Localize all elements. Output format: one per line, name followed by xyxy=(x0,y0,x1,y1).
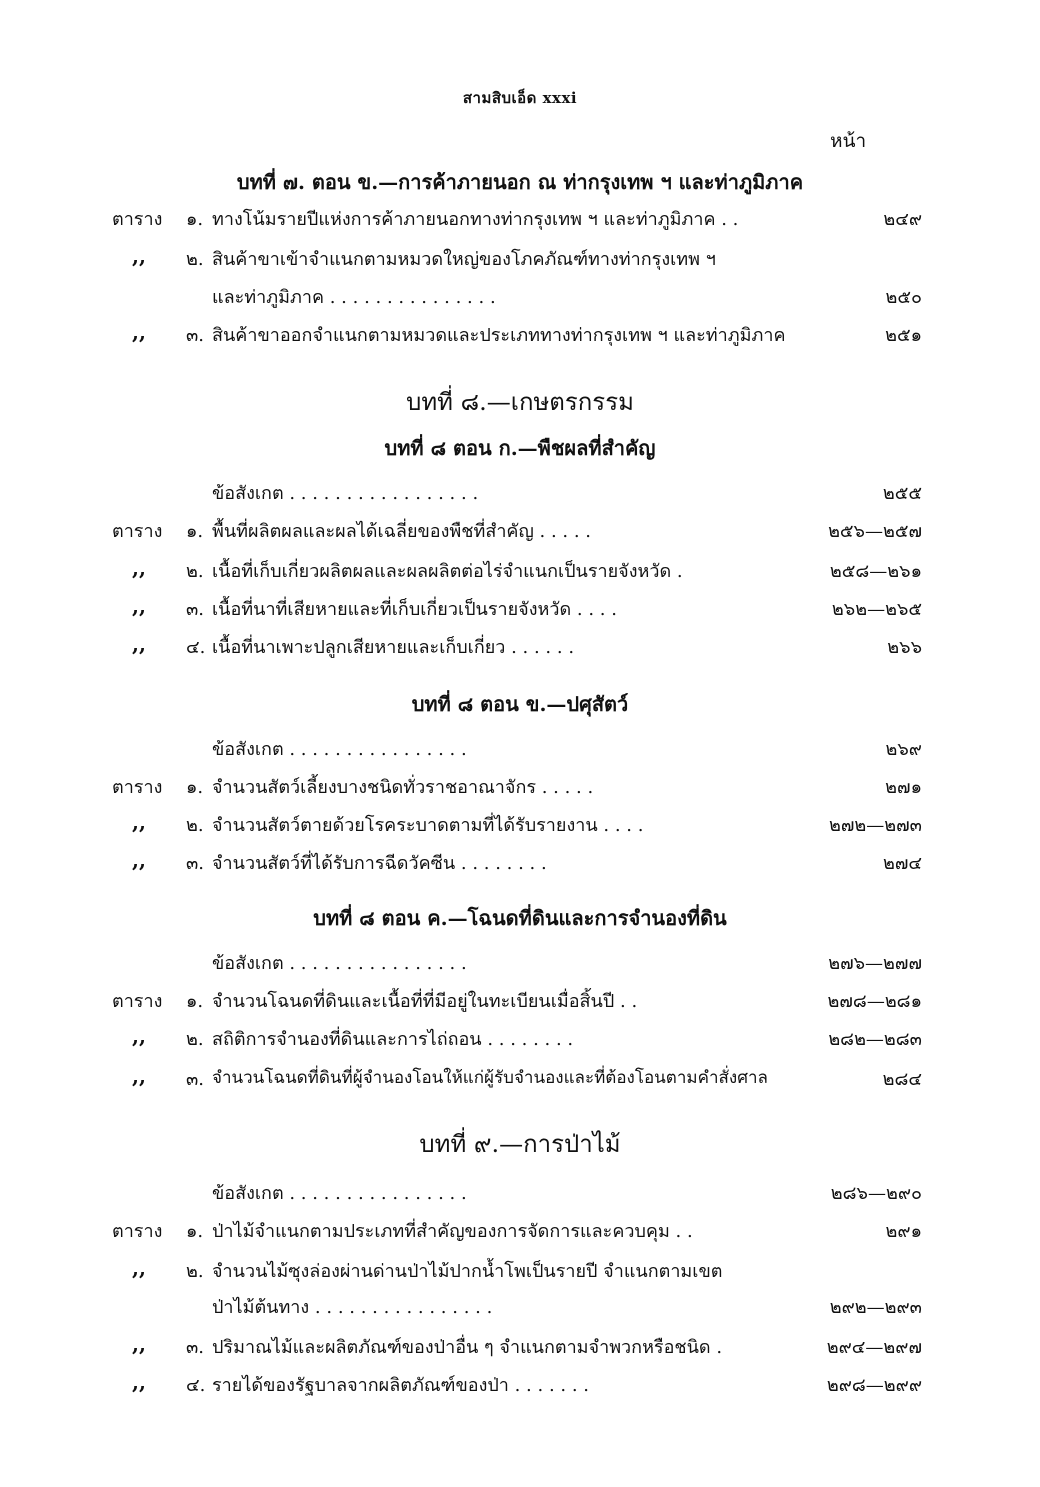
entry-page: ๒๙๑ xyxy=(885,1221,922,1242)
entry-number: ๔. xyxy=(186,1375,206,1396)
chapter-title: บทที่ ๙.—การป่าไม้ xyxy=(419,1130,621,1158)
entry-number: ๒. xyxy=(186,249,204,270)
entry-number: ๒. xyxy=(186,1029,204,1050)
toc-entry xyxy=(0,632,1040,662)
toc-entry xyxy=(0,1256,1040,1286)
entry-page: ๒๙๔—๒๙๗ xyxy=(826,1337,922,1358)
entry-text: เนื้อที่นาเพาะปลูกเสียหายและเก็บเกี่ยว . . . . . . xyxy=(212,637,575,658)
entry-text: และท่าภูมิภาค . . . . . . . . . . . . . . . xyxy=(212,287,496,308)
entry-text: รายได้ของรัฐบาลจากผลิตภัณฑ์ของป่า . . . . . . . xyxy=(212,1375,589,1396)
toc-entry xyxy=(0,810,1040,840)
section-title: บทที่ ๘ ตอน ข.—ปศุสัตว์ xyxy=(411,692,629,716)
ditto-mark: ,, xyxy=(132,810,146,834)
toc-entry xyxy=(0,516,1040,546)
entry-number: ๑. xyxy=(186,521,204,542)
ditto-mark: ,, xyxy=(132,1024,146,1048)
entry-number: ๓. xyxy=(186,599,205,620)
entry-page: ๒๘๔ xyxy=(882,1069,922,1090)
entry-text: สถิติการจำนองที่ดินและการไถ่ถอน . . . . . . . . xyxy=(212,1029,574,1050)
entry-number: ๔. xyxy=(186,637,206,658)
section-title: บทที่ ๘ ตอน ค.—โฉนดที่ดินและการจำนองที่ดิน xyxy=(313,906,727,930)
toc-entry xyxy=(0,556,1040,586)
toc-entry xyxy=(0,1370,1040,1400)
ditto-mark: ,, xyxy=(132,244,146,268)
toc-entry xyxy=(0,244,1040,274)
entry-text: ข้อสังเกต . . . . . . . . . . . . . . . . xyxy=(212,953,467,974)
entry-text: ปริมาณไม้และผลิตภัณฑ์ของป่าอื่น ๆ จำแนกตามจำพวกหรือชนิด . xyxy=(212,1337,723,1358)
entry-number: ๒. xyxy=(186,815,204,836)
toc-entry xyxy=(0,986,1040,1016)
entry-text: ทางโน้มรายปีแห่งการค้าภายนอกทางท่ากรุงเทพ ฯ และท่าภูมิภาค . . xyxy=(212,209,739,230)
entry-page: ๒๖๖ xyxy=(887,637,922,658)
entry-text: จำนวนโฉนดที่ดินที่ผู้จำนองโอนให้แก่ผู้รับจำนองและที่ต้องโอนตามคำสั่งศาล xyxy=(212,1068,768,1088)
toc-entry xyxy=(0,594,1040,624)
chapter-title: บทที่ ๘.—เกษตรกรรม xyxy=(406,388,634,416)
ditto-mark: ,, xyxy=(132,632,146,656)
entry-number: ๓. xyxy=(186,1069,205,1090)
entry-text: เนื้อที่เก็บเกี่ยวผลิตผลและผลผลิตต่อไร่จำแนกเป็นรายจังหวัด . xyxy=(212,561,683,582)
entry-number: ๓. xyxy=(186,853,205,874)
entry-text: สินค้าขาเข้าจำแนกตามหมวดใหญ่ของโภคภัณฑ์ทางท่ากรุงเทพ ฯ xyxy=(212,249,716,270)
entry-page: ๒๗๘—๒๘๑ xyxy=(827,991,922,1012)
entry-text: ป่าไม้จำแนกตามประเภทที่สำคัญของการจัดการและควบคุม . . xyxy=(212,1221,693,1242)
entry-text: พื้นที่ผลิตผลและผลได้เฉลี่ยของพืชที่สำคัญ . . . . . xyxy=(212,521,592,542)
entry-number: ๑. xyxy=(186,1221,204,1242)
entry-page: ๒๕๕ xyxy=(882,483,922,504)
entry-page: ๒๖๒—๒๖๕ xyxy=(831,599,922,620)
section-title: บทที่ ๗. ตอน ข.—การค้าภายนอก ณ ท่ากรุงเทพ ฯ และท่าภูมิภาค xyxy=(236,170,804,194)
entry-label: ตาราง xyxy=(112,1221,163,1242)
entry-page: ๒๗๒—๒๗๓ xyxy=(829,815,922,836)
ditto-mark: ,, xyxy=(132,556,146,580)
entry-text: ข้อสังเกต . . . . . . . . . . . . . . . . xyxy=(212,1183,467,1204)
toc-entry xyxy=(0,1216,1040,1246)
entry-page: ๒๖๙ xyxy=(885,739,922,760)
ditto-mark: ,, xyxy=(132,594,146,618)
entry-text: จำนวนไม้ซุงล่องผ่านด่านป่าไม้ปากน้ำโพเป็นรายปี จำแนกตามเขต xyxy=(212,1261,723,1282)
toc-entry xyxy=(0,772,1040,802)
toc-entry xyxy=(0,1064,1040,1094)
toc-entry-continuation xyxy=(0,1292,1040,1322)
entry-number: ๑. xyxy=(186,991,204,1012)
entry-number: ๒. xyxy=(186,1261,204,1282)
toc-entry xyxy=(0,204,1040,234)
entry-text: ข้อสังเกต . . . . . . . . . . . . . . . . xyxy=(212,739,467,760)
toc-entry xyxy=(0,1024,1040,1054)
entry-number: ๑. xyxy=(186,777,204,798)
toc-entry xyxy=(0,948,1040,978)
toc-entry xyxy=(0,320,1040,350)
entry-page: ๒๔๙ xyxy=(883,209,922,230)
section-title: บทที่ ๘ ตอน ก.—พืชผลที่สำคัญ xyxy=(384,436,656,460)
ditto-mark: ,, xyxy=(132,320,146,344)
entry-text: สินค้าขาออกจำแนกตามหมวดและประเภททางท่ากรุงเทพ ฯ และท่าภูมิภาค xyxy=(212,325,786,346)
toc-entry xyxy=(0,734,1040,764)
ditto-mark: ,, xyxy=(132,1064,146,1088)
entry-label: ตาราง xyxy=(112,777,163,798)
entry-page: ๒๕๘—๒๖๑ xyxy=(829,561,922,582)
entry-page: ๒๕๑ xyxy=(885,325,922,346)
entry-text: จำนวนสัตว์ตายด้วยโรคระบาดตามที่ได้รับรายงาน . . . . xyxy=(212,815,644,836)
entry-text: จำนวนสัตว์เลี้ยงบางชนิดทั่วราชอาณาจักร . . . . . xyxy=(212,777,594,798)
toc-entry xyxy=(0,1178,1040,1208)
entry-number: ๒. xyxy=(186,561,204,582)
entry-page: ๒๗๑ xyxy=(885,777,922,798)
entry-page: ๒๙๒—๒๙๓ xyxy=(829,1297,922,1318)
entry-text: จำนวนโฉนดที่ดินและเนื้อที่ที่มีอยู่ในทะเบียนเมื่อสิ้นปี . . xyxy=(212,991,638,1012)
ditto-mark: ,, xyxy=(132,848,146,872)
ditto-mark: ,, xyxy=(132,1256,146,1280)
page-header: สามสิบเอ็ด xxxi xyxy=(462,89,578,107)
entry-text: ป่าไม้ต้นทาง . . . . . . . . . . . . . . . . xyxy=(212,1297,493,1318)
entry-page: ๒๕๖—๒๕๗ xyxy=(828,521,922,542)
toc-entry xyxy=(0,848,1040,878)
entry-number: ๑. xyxy=(186,209,204,230)
entry-number: ๓. xyxy=(186,1337,205,1358)
entry-page: ๒๘๖—๒๙๐ xyxy=(830,1183,922,1204)
entry-text: เนื้อที่นาที่เสียหายและที่เก็บเกี่ยวเป็นรายจังหวัด . . . . xyxy=(212,599,617,620)
entry-text: ข้อสังเกต . . . . . . . . . . . . . . . . . xyxy=(212,483,479,504)
toc-entry xyxy=(0,478,1040,508)
page-column-label: หน้า xyxy=(830,130,867,152)
ditto-mark: ,, xyxy=(132,1370,146,1394)
ditto-mark: ,, xyxy=(132,1332,146,1356)
entry-label: ตาราง xyxy=(112,521,163,542)
entry-page: ๒๘๒—๒๘๓ xyxy=(828,1029,922,1050)
entry-label: ตาราง xyxy=(112,209,163,230)
entry-page: ๒๕๐ xyxy=(885,287,922,308)
entry-text: จำนวนสัตว์ที่ได้รับการฉีดวัคซีน . . . . . . . . xyxy=(212,853,547,874)
toc-entry-continuation xyxy=(0,282,1040,312)
entry-page: ๒๗๔ xyxy=(882,853,922,874)
entry-page: ๒๗๖—๒๗๗ xyxy=(828,953,922,974)
entry-label: ตาราง xyxy=(112,991,163,1012)
toc-entry xyxy=(0,1332,1040,1362)
entry-number: ๓. xyxy=(186,325,205,346)
entry-page: ๒๙๘—๒๙๙ xyxy=(826,1375,922,1396)
